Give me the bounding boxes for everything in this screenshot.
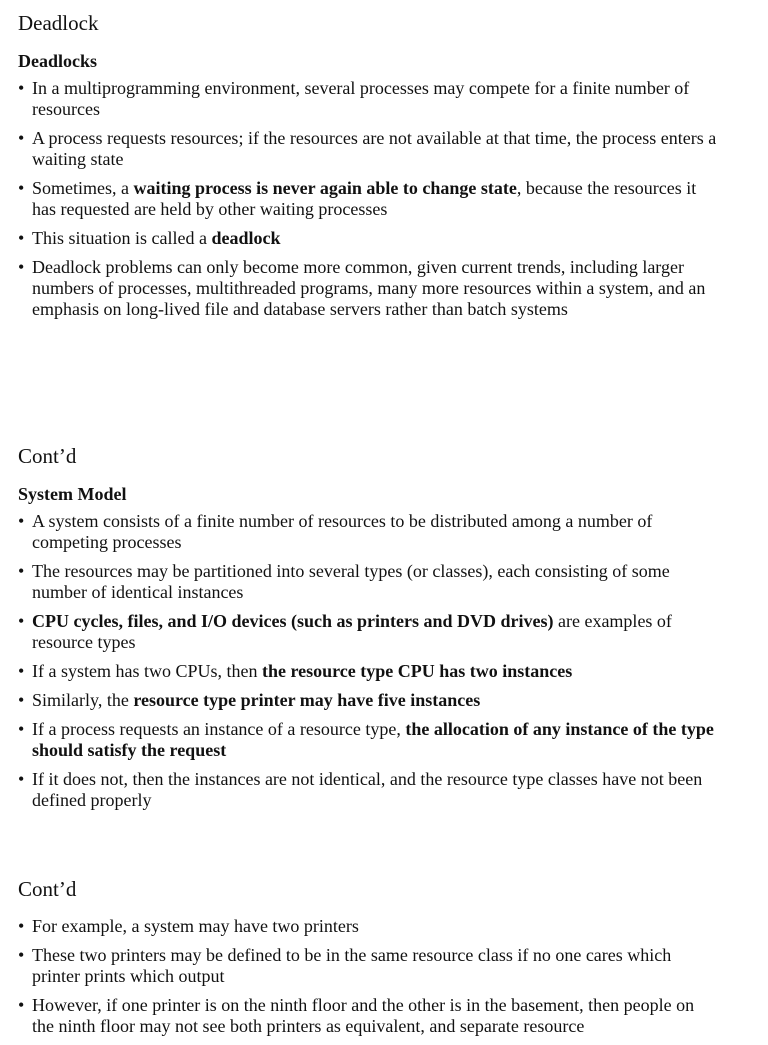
bullet-item [18,611,718,653]
slide-subtitle: Deadlocks [18,51,98,71]
bullet-item [18,661,718,682]
bullet-text: , because the resources it has requested are held by other waiting processes [32,178,697,219]
bullet-text: Deadlock problems can only become more common, given current trends, including larger numbers of processes, multithreaded programs, many more resources within a system, and an emphasis on long-lived file and database servers rather than batch systems [32,257,706,319]
slide-title: Cont’d [18,444,77,468]
slide-subtitle: System Model [18,484,127,504]
bullet-item [18,945,718,987]
bullet-text: A system consists of a finite number of resources to be distributed among a number of competing processes [32,511,653,552]
bullet-text: However, if one printer is on the ninth floor and the other is in the basement, then people on the ninth floor may not see both printers as equivalent, and separate resource [32,995,695,1036]
slide-system-model [18,443,718,819]
bullet-text: These two printers may be defined to be in the same resource class if no one cares which printer prints which output [32,945,672,986]
bullet-item [18,78,718,120]
bullet-list [18,916,718,1037]
bullet-item [18,128,718,170]
bullet-text: are examples of resource types [32,611,672,652]
bullet-text: For example, a system may have two printers [32,916,359,936]
bullet-item [18,561,718,603]
bullet-text-bold: the resource type CPU has two instances [261,661,573,681]
bullet-text: Similarly, the [32,690,134,710]
slide-title: Cont’d [18,877,77,901]
bullet-text-bold: the allocation of any instance of the type should satisfy the request [32,719,714,760]
bullet-text: The resources may be partitioned into several types (or classes), each consisting of some number of identical instances [32,561,670,602]
bullet-item [18,178,718,220]
slide-title: Deadlock [18,11,99,35]
slide-deadlock [18,10,718,328]
slide-printer-example [18,876,718,1045]
bullet-item [18,995,718,1037]
bullet-text: This situation is called a [32,228,212,248]
bullet-text-bold: resource type printer may have five instances [133,690,481,710]
bullet-text: If it does not, then the instances are not identical, and the resource type classes have not been defined properly [32,769,703,810]
bullet-item [18,769,718,811]
bullet-text-bold: deadlock [211,228,281,248]
bullet-item [18,916,718,937]
bullet-item [18,719,718,761]
bullet-text: A process requests resources; if the resources are not available at that time, the process enters a waiting state [32,128,717,169]
bullet-list [18,78,718,320]
bullet-text: Sometimes, a [32,178,134,198]
bullet-item [18,690,718,711]
bullet-item [18,228,718,249]
bullet-text-bold: waiting process is never again able to change state [133,178,517,198]
bullet-text-bold: CPU cycles, files, and I/O devices (such as printers and DVD drives) [32,611,554,631]
bullet-item [18,511,718,553]
bullet-text: If a system has two CPUs, then [32,661,262,681]
bullet-text: If a process requests an instance of a resource type, [32,719,406,739]
bullet-text: In a multiprogramming environment, several processes may compete for a finite number of resources [32,78,690,119]
bullet-item [18,257,718,320]
bullet-list [18,511,718,811]
